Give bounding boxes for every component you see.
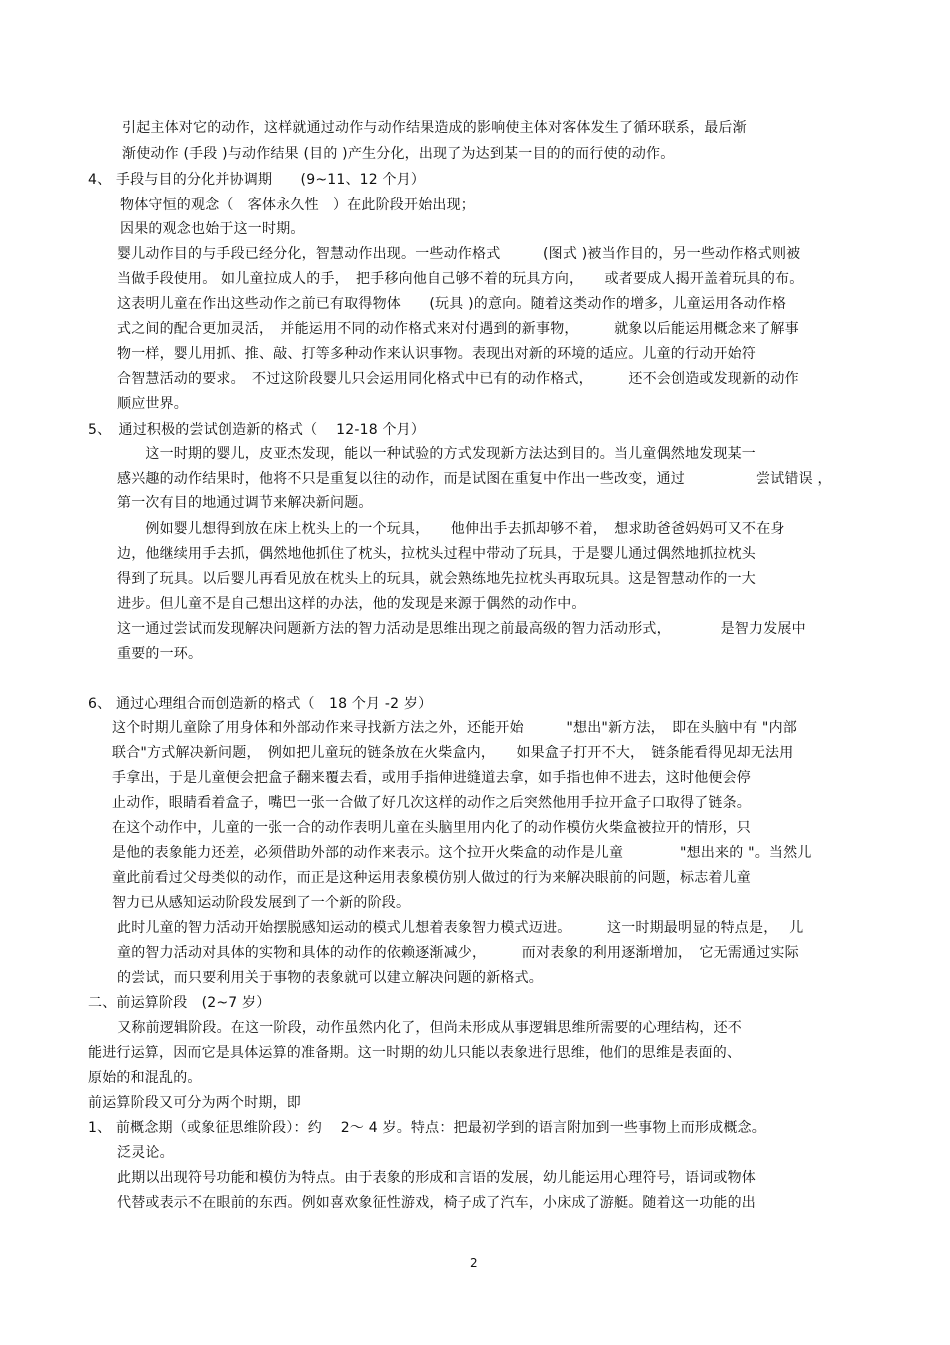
section-heading: 5、 通过积极的尝试创造新的格式（ 12-18 个月） xyxy=(88,422,426,438)
text-line: 第一次有目的地通过调节来解决新问题。 xyxy=(117,495,373,511)
text-line: 智力已从感知运动阶段发展到了一个新的阶段。 xyxy=(112,895,411,911)
text-line: 代替或表示不在眼前的东西。例如喜欢象征性游戏，椅子成了汽车，小床成了游艇。随着这一功能的出 xyxy=(117,1195,756,1211)
text-line: 顺应世界。 xyxy=(117,396,188,412)
text-line: 联合"方式解决新问题， 例如把儿童玩的链条放在火柴盒内， 如果盒子打开不大， 链条能看得见却无法用 xyxy=(112,745,794,761)
text-line: 手拿出，于是儿童便会把盒子翻来覆去看，或用手指伸进缝道去拿，如手指也伸不进去，这时他便会停 xyxy=(112,770,751,786)
text-line: 这表明儿童在作出这些动作之前已有取得物体 (玩具 )的意向。随着这类动作的增多，儿童运用各动作格 xyxy=(117,296,787,312)
text-line: 泛灵论。 xyxy=(117,1145,174,1161)
text-line: 又称前逻辑阶段。在这一阶段，动作虽然内化了，但尚未形成从事逻辑思维所需要的心理结构，还不 xyxy=(103,1020,742,1036)
text-line: 原始的和混乱的。 xyxy=(88,1070,202,1086)
section-heading: 4、 手段与目的分化并协调期 (9~11、12 个月） xyxy=(88,172,426,188)
text-line: 进步。但儿童不是自己想出这样的办法，他的发现是来源于偶然的动作中。 xyxy=(117,596,586,612)
text-line: 例如婴儿想得到放在床上枕头上的一个玩具， 他伸出手去抓却够不着， 想求助爸爸妈妈可又不在身 xyxy=(117,521,785,537)
text-line: 因果的观念也始于这一时期。 xyxy=(120,221,305,237)
text-line: 物一样，婴儿用抓、推、敲、打等多种动作来认识事物。表现出对新的环境的适应。儿童的行动开始符 xyxy=(117,346,756,362)
text-line: 前运算阶段又可分为两个时期，即 xyxy=(88,1095,301,1111)
text-line: 这一时期的婴儿，皮亚杰发现，能以一种试验的方式发现新方法达到目的。当儿童偶然地发现某一 xyxy=(117,446,756,462)
text-line: 童的智力活动对具体的实物和具体的动作的依赖逐渐减少， 而对表象的利用逐渐增加， 它无需通过实际 xyxy=(117,945,799,961)
text-line: 婴儿动作目的与手段已经分化，智慧动作出现。一些动作格式 (图式 )被当作目的，另一些动作格式则被 xyxy=(117,246,801,262)
section-heading: 1、 前概念期（或象征思维阶段）：约 2～ 4 岁。特点：把最初学到的语言附加到一些事物上而形成概念。 xyxy=(88,1120,766,1136)
section-heading: 二、前运算阶段 (2~7 岁） xyxy=(88,995,271,1011)
text-line: 得到了玩具。以后婴儿再看见放在枕头上的玩具，就会熟练地先拉枕头再取玩具。这是智慧动作的一大 xyxy=(117,571,756,587)
text-line: 止动作，眼睛看着盒子，嘴巴一张一合做了好几次这样的动作之后突然他用手拉开盒子口取得了链条。 xyxy=(112,795,751,811)
text-line: 此期以出现符号功能和模仿为特点。由于表象的形成和言语的发展，幼儿能运用心理符号，语词或物体 xyxy=(117,1170,756,1186)
text-line: 物体守恒的观念（ 客体永久性 ）在此阶段开始出现； xyxy=(120,197,475,213)
text-line: 边，他继续用手去抓，偶然地他抓住了枕头，拉枕头过程中带动了玩具，于是婴儿通过偶然地抓拉枕头 xyxy=(117,546,756,562)
page-number: 2 xyxy=(470,1256,478,1270)
text-line: 在这个动作中，儿童的一张一合的动作表明儿童在头脑里用内化了的动作模仿火柴盒被拉开的情形，只 xyxy=(112,820,751,836)
text-line: 的尝试，而只要利用关于事物的表象就可以建立解决问题的新格式。 xyxy=(117,970,543,986)
text-line: 感兴趣的动作结果时，他将不只是重复以往的动作，而是试图在重复中作出一些改变，通过 尝试错误 ， xyxy=(117,471,832,487)
text-line: 这一通过尝试而发现解决问题新方法的智力活动是思维出现之前最高级的智力活动形式， 是智力发展中 xyxy=(117,621,806,637)
text-line: 能进行运算，因而它是具体运算的准备期。这一时期的幼儿只能以表象进行思维，他们的思维是表面的、 xyxy=(88,1045,742,1061)
section-heading: 6、 通过心理组合而创造新的格式（ 18 个月 -2 岁） xyxy=(88,696,433,712)
text-line: 重要的一环。 xyxy=(117,646,203,662)
text-line: 当做手段使用。 如儿童拉成人的手， 把手移向他自己够不着的玩具方向， 或者要成人揭开盖着玩具的布。 xyxy=(117,271,804,287)
text-line: 此时儿童的智力活动开始摆脱感知运动的模式儿想着表象智力模式迈进。 这一时期最明显的特点是， 儿 xyxy=(117,920,804,936)
text-line: 是他的表象能力还差，必须借助外部的动作来表示。这个拉开火柴盒的动作是儿童 "想出来的 "。当然儿 xyxy=(112,845,812,861)
text-line: 这个时期儿童除了用身体和外部动作来寻找新方法之外，还能开始 "想出"新方法， 即在头脑中有 "内部 xyxy=(112,720,797,736)
text-line: 童此前看过父母类似的动作，而正是这种运用表象模仿别人做过的行为来解决眼前的问题，标志着儿童 xyxy=(112,870,751,886)
text-line: 渐使动作 (手段 )与动作结果 (目的 )产生分化，出现了为达到某一目的的而行使的动作。 xyxy=(122,146,675,162)
text-line: 式之间的配合更加灵活， 并能运用不同的动作格式来对付遇到的新事物， 就象以后能运用概念来了解事 xyxy=(117,321,799,337)
text-line: 合智慧活动的要求。 不过这阶段婴儿只会运用同化格式中已有的动作格式， 还不会创造或发现新的动作 xyxy=(117,371,799,387)
text-line: 引起主体对它的动作，这样就通过动作与动作结果造成的影响使主体对客体发生了循环联系，最后渐 xyxy=(122,120,747,136)
